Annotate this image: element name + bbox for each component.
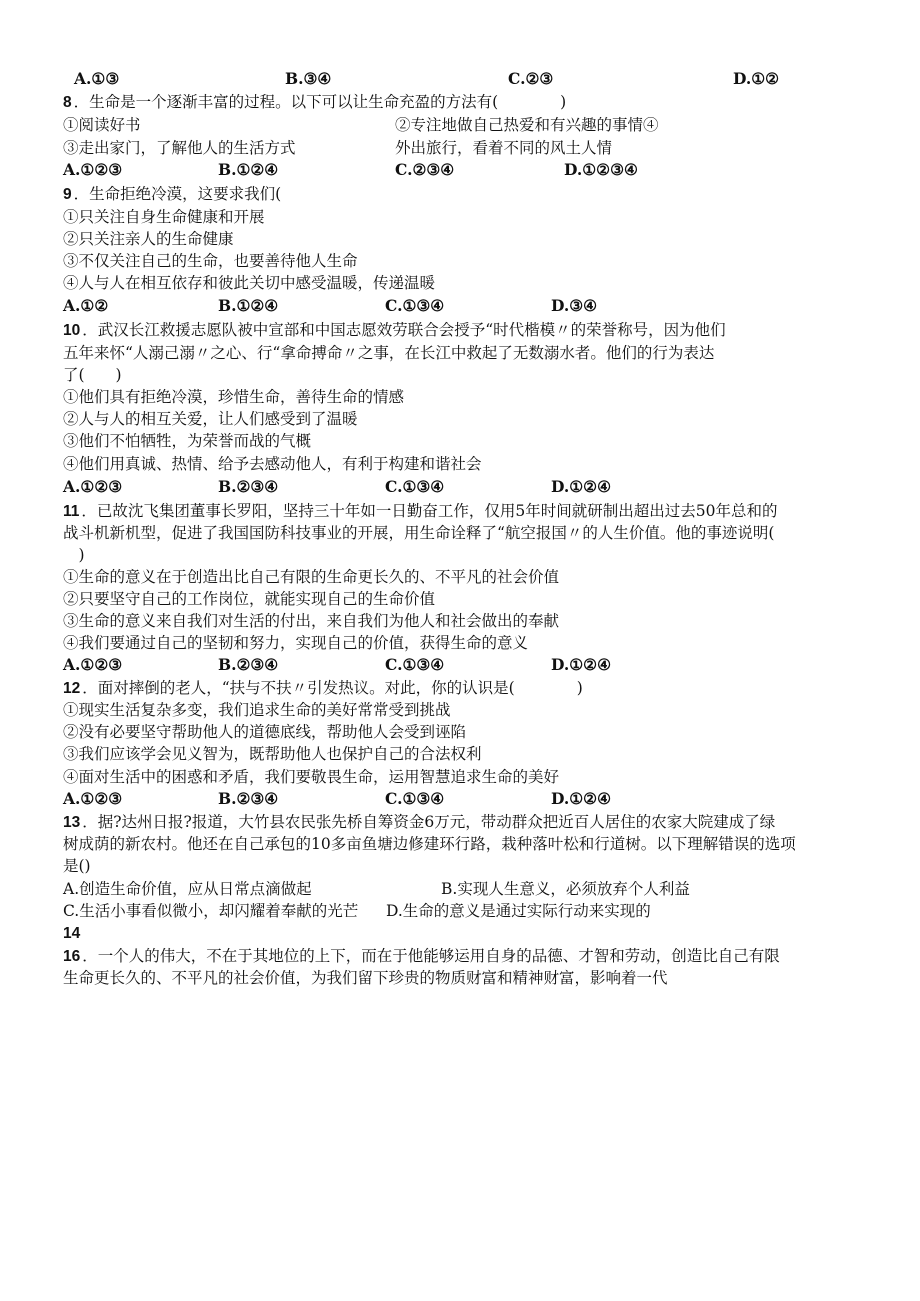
question-text: ．生命是一个逐渐丰富的过程。以下可以让生命充盈的方法有( )	[73, 93, 567, 111]
question-10-stem-1	[63, 319, 726, 342]
q12-option-a: A.①②③	[63, 789, 123, 808]
q8-item-2: ②专注地做自己热爱和有兴趣的事情④	[395, 116, 659, 134]
q8-item-1: ①阅读好书	[63, 116, 141, 134]
q11-option-c: C.①③④	[385, 655, 445, 674]
q10-option-b: B.②③④	[218, 477, 279, 496]
question-number: 11	[63, 503, 80, 520]
question-number: 10	[63, 322, 81, 339]
q10-item-3: ③他们不怕牺牲，为荣誉而战的气概	[63, 432, 312, 450]
q11-item-4: ④我们要通过自己的坚韧和努力，实现自己的价值，获得生命的意义	[63, 634, 529, 652]
top-option-d: D.①②	[733, 69, 780, 88]
question-number: 8	[63, 94, 72, 111]
q9-item-3: ③不仅关注自己的生命，也要善待他人生命	[63, 252, 358, 270]
question-text: ．生命拒绝冷漠，这要求我们(	[73, 185, 282, 203]
question-text: ．武汉长江救援志愿队被中宣部和中国志愿效劳联合会授予“时代楷模〃的荣誉称号，因为他们	[82, 321, 726, 339]
question-16-stem-1	[63, 945, 780, 968]
question-13-stem-2: 树成荫的新农村。他还在自己承包的10多亩鱼塘边修建环行路，栽种落叶松和行道树。以下理解错误的选项	[63, 835, 796, 853]
q8-option-d: D.①②③④	[564, 160, 638, 179]
q11-option-a: A.①②③	[63, 655, 123, 674]
question-number: 12	[63, 680, 81, 697]
question-13-stem-3: 是()	[63, 857, 91, 875]
question-number: 16	[63, 948, 81, 965]
q10-item-2: ②人与人的相互关爱，让人们感受到了温暖	[63, 410, 358, 428]
question-12-stem	[63, 677, 583, 700]
q11-item-2: ②只要坚守自己的工作岗位，就能实现自己的生命价值	[63, 590, 436, 608]
question-11-stem-1	[63, 500, 777, 523]
q12-item-4: ④面对生活中的困惑和矛盾，我们要敬畏生命，运用智慧追求生命的美好	[63, 768, 560, 786]
q9-option-a: A.①②	[63, 296, 109, 315]
question-number: 14	[63, 925, 81, 942]
question-11-stem-2: 战斗机新机型，促进了我国国防科技事业的开展，用生命诠释了“航空报国〃的人生价值。他的事迹说明(	[63, 524, 775, 542]
top-option-b: B.③④	[285, 69, 332, 88]
q9-option-b: B.①②④	[218, 296, 279, 315]
q13-option-d: D.生命的意义是通过实际行动来实现的	[386, 902, 651, 920]
question-10-stem-2: 五年来怀“人溺己溺〃之心、行“拿命搏命〃之事，在长江中救起了无数溺水者。他们的行为表达	[63, 344, 715, 362]
q12-option-c: C.①③④	[385, 789, 445, 808]
q8-option-c: C.②③④	[395, 160, 455, 179]
q11-option-b: B.②③④	[218, 655, 279, 674]
q13-option-c: C.生活小事看似微小，却闪耀着奉献的光芒	[63, 902, 359, 920]
question-9-stem	[63, 183, 281, 206]
question-10-stem-3: 了( )	[63, 366, 122, 384]
q12-item-3: ③我们应该学会见义智为，既帮助他人也保护自己的合法权利	[63, 745, 482, 763]
top-option-a: A.①③	[74, 69, 120, 88]
q12-option-b: B.②③④	[218, 789, 279, 808]
q11-item-3: ③生命的意义来自我们对生活的付出，来自我们为他人和社会做出的奉献	[63, 612, 560, 630]
question-text: ．一个人的伟大，不在于其地位的上下，而在于他能够运用自身的品德、才智和劳动，创造比自己有限	[82, 947, 780, 965]
q11-option-d: D.①②④	[551, 655, 611, 674]
q13-option-b: B.实现人生意义，必须放弃个人利益	[441, 880, 690, 898]
q9-item-2: ②只关注亲人的生命健康	[63, 230, 234, 248]
q10-option-d: D.①②④	[551, 477, 611, 496]
q10-option-a: A.①②③	[63, 477, 123, 496]
q9-option-d: D.③④	[551, 296, 598, 315]
question-14-number	[63, 922, 82, 945]
q10-item-1: ①他们具有拒绝冷漠，珍惜生命，善待生命的情感	[63, 388, 405, 406]
q10-option-c: C.①③④	[385, 477, 445, 496]
question-text: ．面对摔倒的老人，“扶与不扶〃引发热议。对此，你的认识是( )	[82, 679, 583, 697]
question-number: 13	[63, 814, 81, 831]
q13-option-a: A.创造生命价值，应从日常点滴做起	[63, 880, 312, 898]
question-text: ．已故沈飞集团董事长罗阳，坚持三十年如一日勤奋工作，仅用5年时间就研制出超出过去50年总和的	[81, 502, 778, 520]
q8-option-b: B.①②④	[218, 160, 279, 179]
q8-option-a: A.①②③	[63, 160, 123, 179]
q9-option-c: C.①③④	[385, 296, 445, 315]
question-text: ．据?达州日报?报道，大竹县农民张先桥自筹资金6万元，带动群众把近百人居住的农家大院建成了绿	[82, 813, 776, 831]
question-11-stem-3: )	[63, 546, 85, 564]
question-13-stem-1	[63, 811, 775, 834]
q12-option-d: D.①②④	[551, 789, 611, 808]
question-8-stem	[63, 91, 566, 114]
q9-item-1: ①只关注自身生命健康和开展	[63, 208, 265, 226]
q8-item-4: 外出旅行，看着不同的风土人情	[395, 139, 613, 157]
question-16-stem-2: 生命更长久的、不平凡的社会价值，为我们留下珍贵的物质财富和精神财富，影响着一代	[63, 969, 668, 987]
q10-item-4: ④他们用真诚、热情、给予去感动他人，有利于构建和谐社会	[63, 455, 482, 473]
q9-item-4: ④人与人在相互依存和彼此关切中感受温暖，传递温暖	[63, 274, 436, 292]
top-option-c: C.②③	[508, 69, 554, 88]
q12-item-1: ①现实生活复杂多变，我们追求生命的美好常常受到挑战	[63, 701, 451, 719]
q8-item-3: ③走出家门，了解他人的生活方式	[63, 139, 296, 157]
question-number: 9	[63, 186, 72, 203]
q11-item-1: ①生命的意义在于创造出比自己有限的生命更长久的、不平凡的社会价值	[63, 568, 560, 586]
q12-item-2: ②没有必要坚守帮助他人的道德底线，帮助他人会受到诬陷	[63, 723, 467, 741]
